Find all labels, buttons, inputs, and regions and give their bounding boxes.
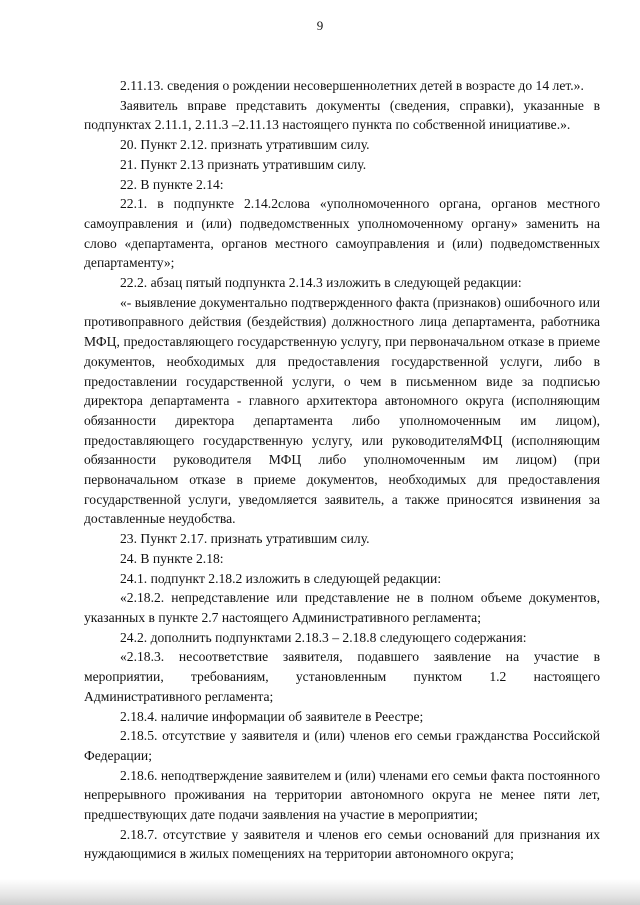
paragraph-new-wording-2-14-3: «- выявление документально подтвержденного факта (признаков) ошибочного или противоправного действия (бездействия) должностного лица департамента, работника МФЦ, предоставляющего государственную услугу, при первоначальном отказе в приеме документов, необходимых для предоставления государственной услуги, либо в предоставлении государственной услуги, о чем в письменном виде за подписью директора департамента - главного архитектора автономного округа (исполняющим обязанности директора департамента либо уполномоченным им лицом), предоставляющего государственную услугу, или руководителяМФЦ (исполняющим обязанности руководителя МФЦ либо уполномоченным им лицом) (при первоначальном отказе в приеме документов, необходимых для предоставления государственной услуги, уведомляется заявитель, а также приносятся извинения за доставленные неудобства. (84, 294, 600, 527)
paragraph-2-18-5: 2.18.5. отсутствие у заявителя и (или) членов его семьи гражданства Российской Федерации; (84, 728, 600, 763)
paragraph-2-11-13: 2.11.13. сведения о рождении несовершеннолетних детей в возрасте до 14 лет.». (120, 78, 584, 93)
document-body (84, 76, 600, 864)
page-number: 9 (316, 18, 324, 33)
paragraph-item-22-2: 22.2. абзац пятый подпункта 2.14.3 изложить в следующей редакции: (120, 275, 522, 291)
paragraph-2-18-6: 2.18.6. неподтверждение заявителем и (или) членами его семьи факта постоянного непрерывного проживания на территории автономного округа не менее пяти лет, предшествующих дате подачи заявления на участие в мероприятии; (84, 767, 600, 823)
paragraph-2-18-7: 2.18.7. отсутствие у заявителя и членов его семьи оснований для признания их нуждающимися в жилых помещениях на территории автономного округа; (84, 826, 600, 862)
paragraph-item-24: 24. В пункте 2.18: (120, 550, 224, 566)
paragraph-item-22-1: 22.1. в подпункте 2.14.2слова «уполномоченного органа, органов местного самоуправления и (или) подведомственных уполномоченному органу» заменить на слово «департамента, органов местного самоуправления и (или) подведомственных департаменту»; (84, 196, 600, 271)
paragraph-item-24-2: 24.2. дополнить подпунктами 2.18.3 – 2.18.8 следующего содержания: (120, 629, 527, 645)
scan-bottom-edge (0, 879, 640, 905)
paragraph-applicant-right: Заявитель вправе представить документы (сведения, справки), указанные в подпунктах 2.11.1, 2.11.3 –2.11.13 настоящего пункта по собственной инициативе.». (84, 97, 600, 133)
paragraph-item-24-1: 24.1. подпункт 2.18.2 изложить в следующей редакции: (120, 570, 442, 586)
paragraph-item-21: 21. Пункт 2.13 признать утратившим силу. (120, 156, 367, 172)
paragraph-item-23: 23. Пункт 2.17. признать утратившим силу. (120, 531, 370, 547)
paragraph-item-20: 20. Пункт 2.12. признать утратившим силу. (120, 137, 370, 153)
paragraph-item-22: 22. В пункте 2.14: (120, 176, 224, 192)
paragraph-2-18-3: «2.18.3. несоответствие заявителя, подавшего заявление на участие в мероприятии, требованиям, установленным пунктом 1.2 настоящего Административного регламента; (84, 649, 600, 704)
paragraph-2-18-4: 2.18.4. наличие информации об заявителе в Реестре; (120, 708, 424, 724)
paragraph-2-18-2: «2.18.2. непредставление или представление не в полном объеме документов, указанных в пункте 2.7 настоящего Административного регламента; (84, 590, 600, 625)
